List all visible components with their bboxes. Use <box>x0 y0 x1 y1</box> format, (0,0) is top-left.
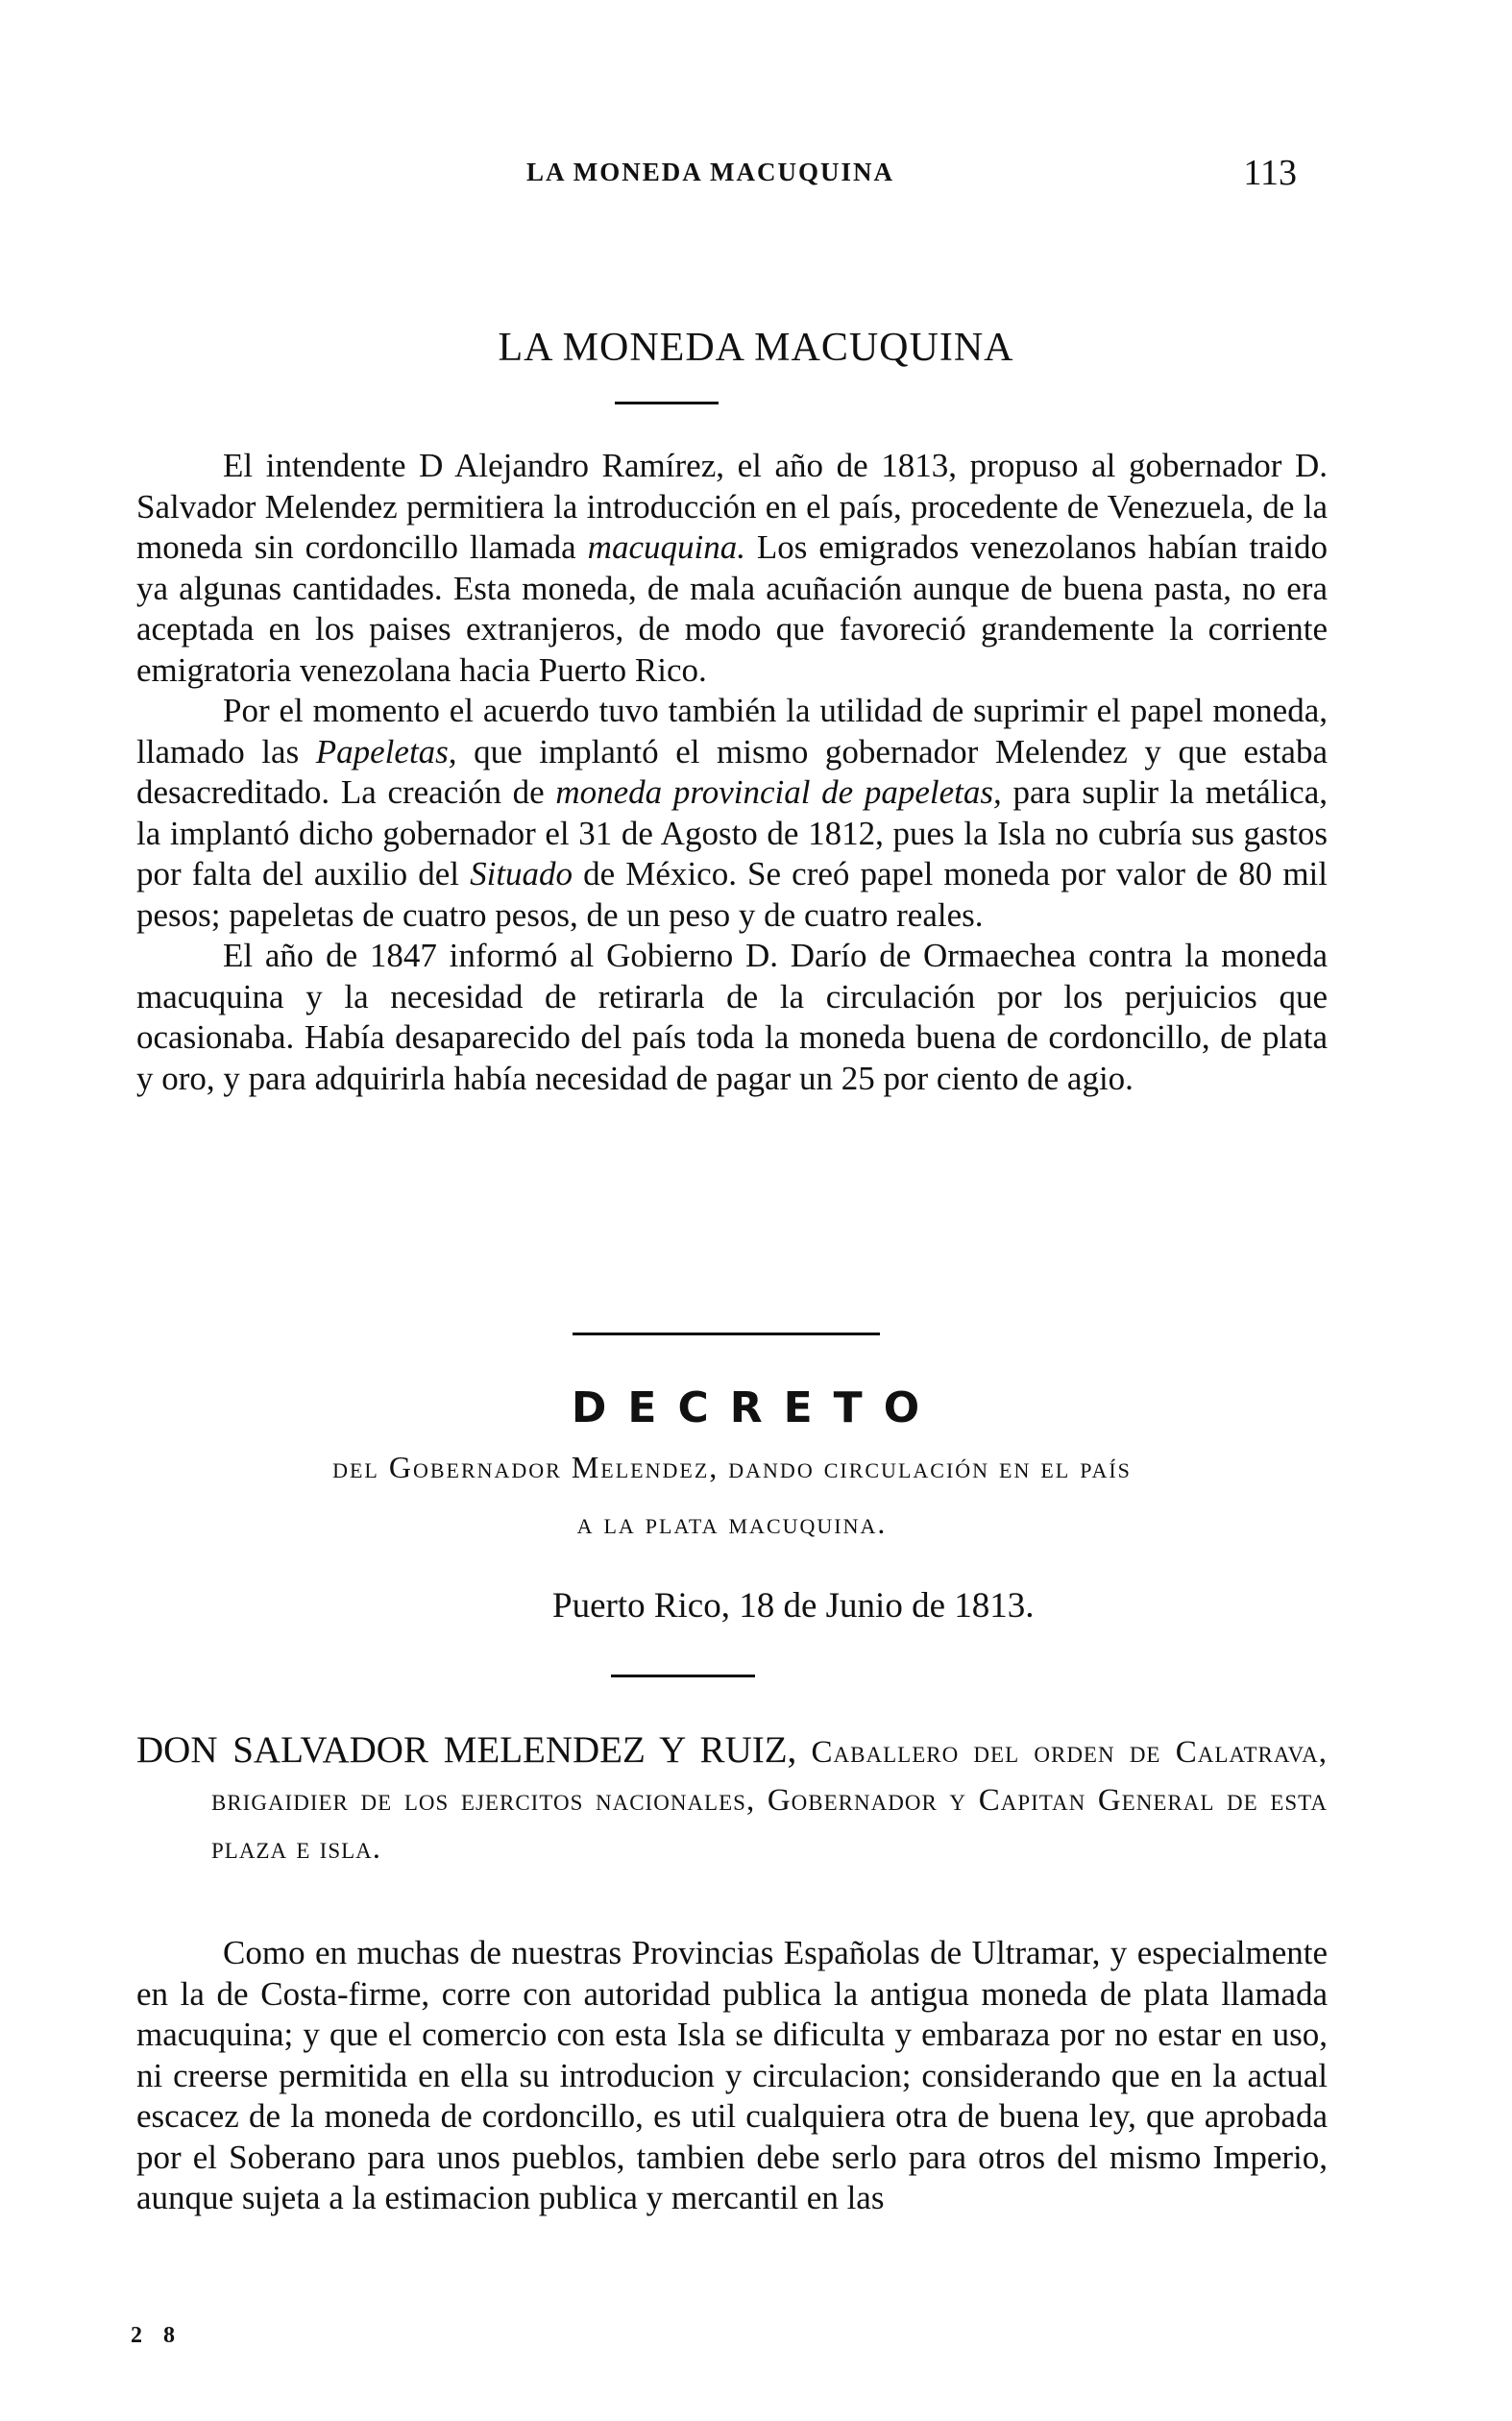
running-header <box>134 152 1297 200</box>
decree-subtitle-line-1: del Gobernador Melendez, dando circulación en el país <box>332 1450 1132 1484</box>
paragraph-2 <box>136 691 1328 936</box>
decree-divider <box>611 1675 755 1677</box>
paragraph-2-text-c: para suplir la metálica, la implantó dicho gobernador el 31 de Agosto de 1812, pues la Isla no cubría sus gastos por falta del auxilio del <box>136 773 1328 893</box>
paragraph-2-italic-c: Situado <box>470 855 573 893</box>
decree-subtitle <box>136 1439 1328 1551</box>
decree-heading: DECRETO <box>571 1383 941 1432</box>
decree-place-date: Puerto Rico, 18 de Junio de 1813. <box>552 1586 1035 1626</box>
paragraph-1 <box>136 446 1328 691</box>
article-title: LA MONEDA MACUQUINA <box>498 326 1014 370</box>
paragraph-2-text-a: Por el momento el acuerdo tuvo también la utilidad de suprimir el papel moneda, llamado las <box>136 692 1328 770</box>
paragraph-2-italic-b: moneda provincial de papeletas, <box>555 773 1002 811</box>
decree-paragraph: Como en muchas de nuestras Provincias Españolas de Ultramar, y especialmente en la de Costa-firme, corre con autoridad publica la antigua moneda de plata llamada macuquina; y que el comercio con esta Isla se dificulta y embaraza por no estar en uso, ni creerse permitida en ella su introducion y circulacion; considerando que en la actual escacez de la moneda de cordoncillo, es util cualquiera otra de buena ley, que aprobada por el Soberano para unos pueblos, tambien debe serlo para otros del mismo Imperio, aunque sujeta a la estimacion publica y mercantil en las <box>136 1934 1328 2216</box>
signatory-titles: Caballero del orden de Calatrava, brigaidier de los ejercitos nacionales, Gobernador y Capitan General de esta plaza e isla. <box>211 1735 1328 1866</box>
paragraph-1-text-a: El intendente D Alejandro Ramírez, el año de 1813, propuso al gobernador D. Salvador Melendez permitiera la introducción en el país, procedente de Venezuela, de la moneda sin cordoncillo llamada <box>136 447 1328 566</box>
decree-subtitle-line-2: a la plata macuquina. <box>576 1505 888 1540</box>
title-divider <box>615 402 719 404</box>
article-body <box>136 446 1328 1099</box>
decree-signatory <box>136 1727 1328 1871</box>
paragraph-2-italic-a: Papeletas, <box>315 732 457 770</box>
paragraph-1-text-b: Los emigrados venezolanos habían traido ya algunas cantidades. Esta moneda, de mala acuñación aunque de buena pasta, no era aceptada en los paises extranjeros, de modo que favoreció grandemente la corriente emigratoria venezolana hacia Puerto Rico. <box>136 528 1328 689</box>
signatory-name: DON SALVADOR MELENDEZ Y RUIZ, <box>136 1729 797 1771</box>
page-number: 113 <box>1243 153 1297 193</box>
section-divider <box>573 1333 880 1335</box>
paragraph-1-italic: macuquina. <box>587 528 745 566</box>
printer-signature-mark: 2 8 <box>131 2323 183 2348</box>
running-title: LA MONEDA MACUQUINA <box>526 158 895 186</box>
paragraph-2-text-b: que implantó el mismo gobernador Melendez y que estaba desacreditado. La creación de <box>136 732 1328 811</box>
decree-body <box>136 1933 1328 2219</box>
paragraph-3: El año de 1847 informó al Gobierno D. Darío de Ormaechea contra la moneda macuquina y la necesidad de retirarla de la circulación por los perjuicios que ocasionaba. Había desaparecido del país toda la moneda buena de cordoncillo, de plata y oro, y para adquirirla había necesidad de pagar un 25 por ciento de agio. <box>136 937 1328 1097</box>
paragraph-2-text-d: de México. Se creó papel moneda por valor de 80 mil pesos; papeletas de cuatro pesos, de un peso y de cuatro reales. <box>136 855 1328 934</box>
